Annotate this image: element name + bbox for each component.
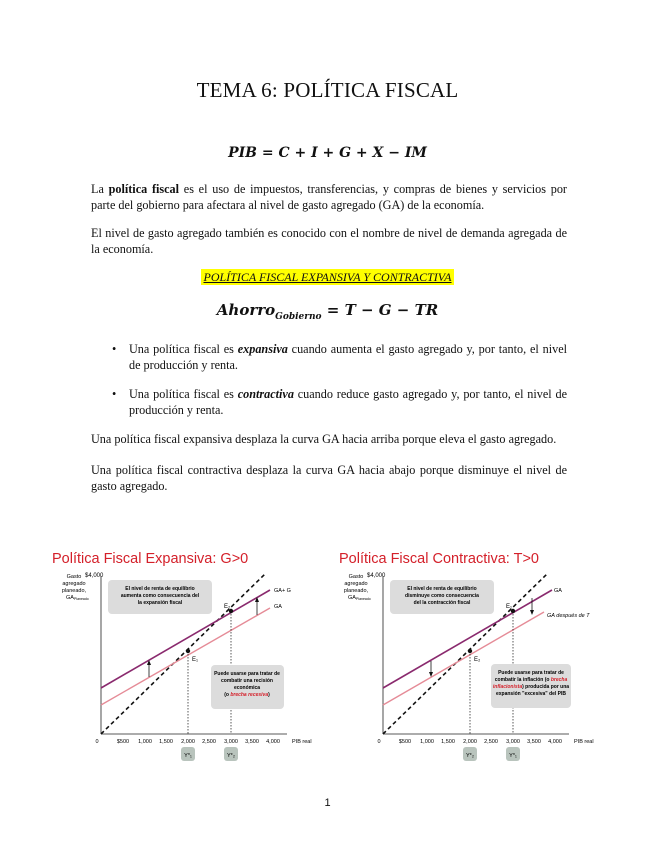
x-tick: 1,000 bbox=[138, 739, 152, 745]
page-title: TEMA 6: POLÍTICA FISCAL bbox=[196, 78, 459, 102]
savings-formula-rest: = T − G − TR bbox=[321, 301, 439, 319]
bullet-contractive bbox=[112, 386, 567, 418]
para1-bold: política fiscal bbox=[108, 182, 180, 196]
x-tick: 1,000 bbox=[420, 739, 434, 745]
x-tick: 1,500 bbox=[441, 739, 455, 745]
x-axis-label: PIB real bbox=[574, 739, 594, 745]
expansive-chart-title: Política Fiscal Expansiva: G>0 bbox=[52, 551, 249, 567]
savings-formula bbox=[0, 301, 655, 322]
contractive-policy-diagram bbox=[334, 568, 609, 766]
info-box-text: El nivel de renta de equilibrio bbox=[125, 586, 195, 592]
info-box-text: la expansión fiscal bbox=[137, 600, 183, 606]
savings-formula-main: Ahorro bbox=[216, 301, 276, 319]
x-tick-labels bbox=[377, 739, 561, 745]
info-box-text: disminuye como consecuencia bbox=[405, 593, 479, 599]
y-axis-label-line: agregado bbox=[62, 581, 86, 587]
x-tick: 3,500 bbox=[245, 739, 259, 745]
info-box-text: aumenta como consecuencia del bbox=[120, 593, 200, 599]
x-tick: 4,000 bbox=[266, 739, 280, 745]
savings-formula-sub: Gobierno bbox=[275, 312, 322, 322]
info-box-text: (o brecha recesiva) bbox=[224, 692, 270, 698]
equilibrium-point-e2 bbox=[468, 649, 472, 653]
x-tick: 2,000 bbox=[181, 739, 195, 745]
shift-arrow-head bbox=[530, 610, 534, 615]
curve-label: GA después de T bbox=[547, 613, 590, 619]
x-tick: 3,500 bbox=[527, 739, 541, 745]
para1-before: La bbox=[91, 182, 109, 196]
y-axis-top-label: $4,000 bbox=[367, 573, 386, 579]
point-label: E₁ bbox=[192, 657, 199, 663]
x-tick: 2,500 bbox=[484, 739, 498, 745]
y-axis-label-line: GAPlaneado bbox=[66, 595, 89, 601]
y-star-label: Y*₂ bbox=[466, 753, 474, 759]
y-axis-label-line: planeado, bbox=[343, 588, 369, 594]
section-heading: POLÍTICA FISCAL EXPANSIVA Y CONTRACTIVA bbox=[203, 270, 452, 284]
gdp-formula: PIB = C + I + G + X − IM bbox=[228, 145, 427, 161]
expansive-shift-note: Una política fiscal expansiva desplaza la curva GA hacia arriba porque eleva el gasto agregado. bbox=[91, 432, 557, 446]
bullet-dot: • bbox=[112, 387, 117, 401]
expansive-policy-diagram bbox=[52, 568, 327, 766]
y-axis-label-line: planeado, bbox=[61, 588, 87, 594]
info-box-text: Puede usarse para tratar de bbox=[214, 671, 280, 677]
curve-label: GA bbox=[274, 604, 282, 610]
x-tick: 3,000 bbox=[506, 739, 520, 745]
x-tick: $500 bbox=[116, 739, 130, 745]
x-tick: 1,500 bbox=[159, 739, 173, 745]
bullet-emphasis: contractiva bbox=[237, 387, 294, 401]
info-box-text: Puede usarse para tratar de bbox=[498, 670, 564, 676]
fiscal-policy-definition bbox=[91, 181, 567, 213]
equilibrium-point-e1 bbox=[186, 649, 190, 653]
info-box-text: combatir una recisión bbox=[221, 678, 273, 684]
y-axis-top-label: $4,000 bbox=[85, 573, 104, 579]
x-tick: 4,000 bbox=[548, 739, 562, 745]
point-label: E₁ bbox=[506, 604, 513, 610]
info-box-text: expansión "excesiva" del PIB bbox=[495, 691, 567, 697]
point-label: E₂ bbox=[474, 657, 481, 663]
info-box-text: económica bbox=[233, 685, 261, 691]
x-tick: 2,500 bbox=[202, 739, 216, 745]
x-axis-label: PIB real bbox=[292, 739, 312, 745]
contractive-chart-title: Política Fiscal Contractiva: T>0 bbox=[339, 551, 539, 567]
y-axis-label-line: Gasto bbox=[66, 574, 82, 580]
bullet-text: Una política fiscal es bbox=[129, 342, 238, 356]
y-axis-label-line: GAPlaneado bbox=[348, 595, 371, 601]
x-tick-labels bbox=[95, 739, 279, 745]
bullet-text: cuando aumenta el gasto agregado y, por tanto, el nivel de producción y renta. bbox=[129, 342, 567, 372]
x-tick: 3,000 bbox=[224, 739, 238, 745]
y-star-label: Y*₂ bbox=[227, 753, 235, 759]
aggregate-spending-note: El nivel de gasto agregado también es conocido con el nombre de nivel de demanda agregada de la economía. bbox=[91, 226, 567, 256]
info-box-text: inflacionista) producida por una bbox=[492, 684, 570, 690]
bullet-emphasis: expansiva bbox=[237, 342, 288, 356]
info-box-text: del la contracción fiscal bbox=[413, 600, 471, 606]
bullet-expansive bbox=[112, 341, 567, 373]
bullet-text: cuando reduce gasto agregado y, por tanto, el nivel de producción y renta. bbox=[129, 387, 567, 417]
curve-label: GA+ G bbox=[274, 588, 291, 594]
y-star-label: Y*₁ bbox=[509, 753, 517, 759]
curve-label: GA bbox=[554, 588, 562, 594]
page-number: 1 bbox=[324, 797, 331, 809]
x-tick: 0 bbox=[95, 739, 99, 745]
x-tick: $500 bbox=[398, 739, 412, 745]
point-label: E₂ bbox=[224, 604, 231, 610]
info-box-text: combatir la inflación (o brecha bbox=[494, 677, 568, 683]
y-star-label: Y*₁ bbox=[184, 753, 192, 759]
info-box-text: El nivel de renta de equilibrio bbox=[407, 586, 477, 592]
section-heading-wrap bbox=[0, 268, 655, 286]
bullet-text: Una política fiscal es bbox=[129, 387, 238, 401]
bullet-dot: • bbox=[112, 342, 117, 356]
y-axis-label-line: agregado bbox=[344, 581, 368, 587]
x-tick: 2,000 bbox=[463, 739, 477, 745]
red-term: brecha recesiva bbox=[230, 692, 269, 698]
y-axis-label-line: Gasto bbox=[348, 574, 364, 580]
para1-after: es el uso de impuestos, transferencias, y compras de bienes y servicios por parte del gobierno para afectara al nivel de gasto agregado (GA) de la economía. bbox=[91, 182, 567, 212]
x-tick: 0 bbox=[377, 739, 381, 745]
contractive-shift-note: Una política fiscal contractiva desplaza la curva GA hacia abajo porque disminuye el nivel de gasto agregado. bbox=[91, 463, 567, 493]
